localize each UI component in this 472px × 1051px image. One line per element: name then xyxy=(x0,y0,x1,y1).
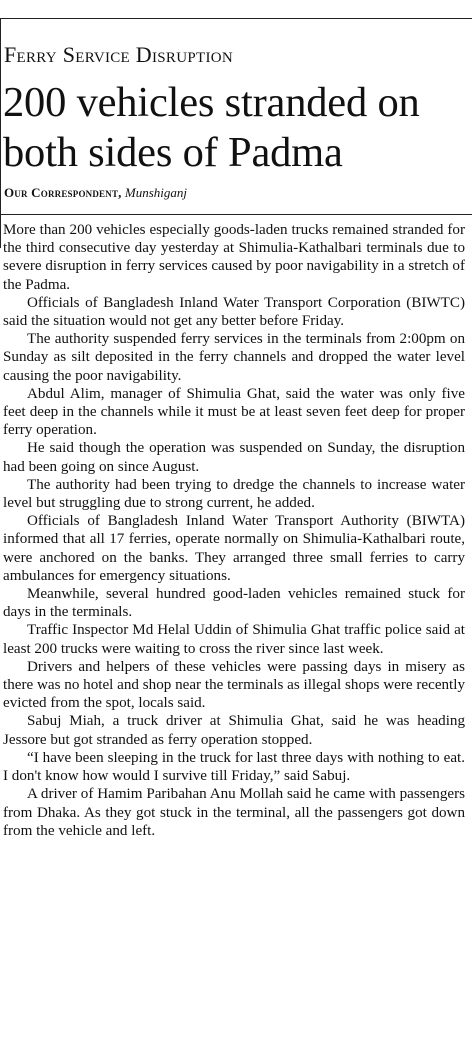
paragraph: Abdul Alim, manager of Shimulia Ghat, said the water was only five feet deep in the channels while it must be at least seven feet deep for proper ferry operation. xyxy=(3,385,465,439)
paragraph: Traffic Inspector Md Helal Uddin of Shimulia Ghat traffic police said at least 200 trucks were waiting to cross the river since last week. xyxy=(3,622,465,657)
byline-rule xyxy=(0,214,472,215)
top-rule xyxy=(0,18,472,19)
paragraph: Sabuj Miah, a truck driver at Shimulia Ghat, said he was heading Jessore but got stranded as ferry operation stopped. xyxy=(3,713,465,748)
paragraph: Drivers and helpers of these vehicles were passing days in misery as there was no hotel and shop near the terminals as illegal shops were recently evicted from the spot, locals said. xyxy=(3,658,465,712)
headline: 200 vehicles stranded on both sides of Padma xyxy=(3,79,420,176)
byline-place: Munshiganj xyxy=(124,185,187,200)
paragraph: He said though the operation was suspended on Sunday, the disruption had been going on since August. xyxy=(3,440,465,475)
paragraph: Officials of Bangladesh Inland Water Transport Authority (BIWTA) informed that all 17 ferries, operate normally on Shimulia-Kathalbari route, were anchored on the banks. They arranged three small ferries to carry ambulances for emergency situations. xyxy=(3,513,465,584)
article-body xyxy=(3,221,465,840)
paragraph: A driver of Hamim Paribahan Anu Mollah said he came with passengers from Dhaka. As they got stuck in the terminal, all the passengers got down from the vehicle and left. xyxy=(3,786,465,839)
paragraph: Officials of Bangladesh Inland Water Transport Corporation (BIWTC) said the situation would not get any better before Friday. xyxy=(3,294,465,330)
paragraph: More than 200 vehicles especially goods-laden trucks remained stranded for the third consecutive day yesterday at Shimulia-Kathalbari terminals due to severe disruption in ferry services caused by poor navigability in a stretch of the Padma. xyxy=(3,222,465,293)
byline-author: Our Correspondent, xyxy=(4,185,122,200)
paragraph: The authority suspended ferry services in the terminals from 2:00pm on Sunday as silt deposited in the ferry channels and dropped the water level causing the poor navigability. xyxy=(3,331,465,384)
paragraph: Meanwhile, several hundred good-laden vehicles remained stuck for days in the terminals. xyxy=(3,586,465,621)
paragraph: The authority had been trying to dredge the channels to increase water level but struggling due to strong current, he added. xyxy=(3,476,465,512)
kicker: Ferry Service Disruption xyxy=(4,42,234,67)
byline xyxy=(4,185,187,201)
paragraph: “I have been sleeping in the truck for last three days with nothing to eat. I don't know how would I survive till Friday,” said Sabuj. xyxy=(3,749,465,785)
